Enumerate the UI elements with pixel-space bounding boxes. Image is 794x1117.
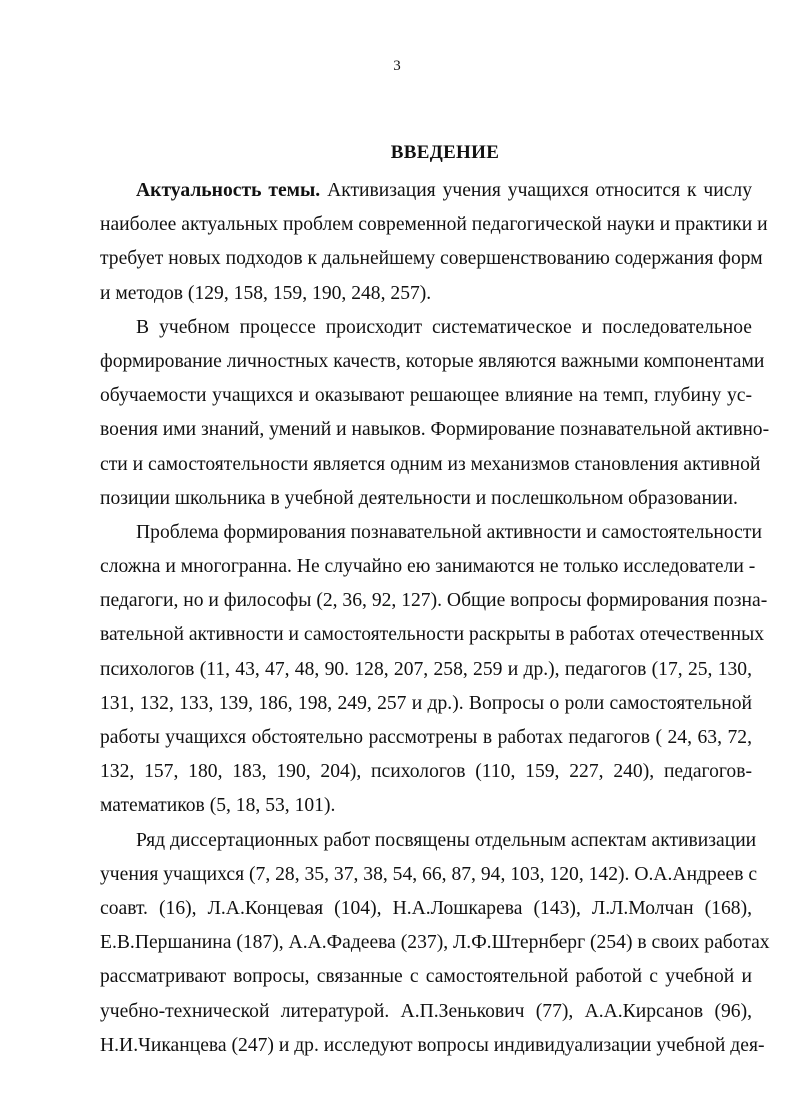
text-line: Н.И.Чиканцева (247) и др. исследуют вопросы индивидуализации учебной дея- <box>100 1034 765 1056</box>
section-heading: ВВЕДЕНИЕ <box>390 142 500 163</box>
text-line: сти и самостоятельности является одним из механизмов становления активной <box>100 453 761 475</box>
text-line: работы учащихся обстоятельно рассмотрены в работах педагогов ( 24, 63, 72, <box>100 727 752 748</box>
paragraph-dissertations <box>100 824 770 1063</box>
text-line: позиции школьника в учебной деятельности и послешкольном образовании. <box>100 487 738 509</box>
text-line: учения учащихся (7, 28, 35, 37, 38, 54, 66, 87, 94, 103, 120, 142). О.А.Андреев с <box>100 863 758 885</box>
lead-term: Актуальность темы. <box>136 180 321 201</box>
text-line: Проблема формирования познавательной активности и самостоятельности <box>136 521 762 543</box>
paragraph-relevance <box>100 174 768 311</box>
body-text <box>100 174 770 1063</box>
page-number: 3 <box>393 58 401 74</box>
text-line: В учебном процессе происходит систематическое и последовательное <box>136 316 752 338</box>
line-text: Активизация учения учащихся относится к числу <box>320 180 752 201</box>
text-line: вательной активности и самостоятельности раскрыты в работах отечественных <box>100 624 765 646</box>
text-line: требует новых подходов к дальнейшему совершенствованию содержания форм <box>100 248 763 270</box>
text-line: наиболее актуальных проблем современной педагогической науки и практики и <box>100 214 768 236</box>
text-line: сложна и многогранна. Не случайно ею занимаются не только исследователи - <box>100 556 756 578</box>
text-line: 132, 157, 180, 183, 190, 204), психологов (110, 159, 227, 240), педагогов- <box>100 761 752 783</box>
text-line <box>100 174 752 208</box>
text-line: рассматривают вопросы, связанные с самостоятельной работой с учебной и <box>100 966 752 988</box>
text-line: учебно-технической литературой. А.П.Зенькович (77), А.А.Кирсанов (96), <box>100 1000 752 1022</box>
paragraph-problem <box>100 516 768 824</box>
text-line: психологов (11, 43, 47, 48, 90. 128, 207, 258, 259 и др.), педагогов (17, 25, 130, <box>100 658 752 680</box>
text-line: 131, 132, 133, 139, 186, 198, 249, 257 и др.). Вопросы о роли самостоятельной <box>100 692 752 714</box>
text-line: педагоги, но и философы (2, 36, 92, 127). Общие вопросы формирования позна- <box>100 590 768 612</box>
text-line: соавт. (16), Л.А.Концевая (104), Н.А.Лошкарева (143), Л.Л.Молчан (168), <box>100 897 752 919</box>
text-line: обучаемости учащихся и оказывают решающее влияние на темп, глубину ус- <box>100 385 752 407</box>
paragraph-learning-process <box>100 311 770 516</box>
text-line: Е.В.Першанина (187), А.А.Фадеева (237), Л.Ф.Штернберг (254) в своих работах <box>100 932 770 954</box>
text-line: Ряд диссертационных работ посвящены отдельным аспектам активизации <box>136 829 757 851</box>
text-line: математиков (5, 18, 53, 101). <box>100 795 336 817</box>
text-line: формирование личностных качеств, которые являются важными компонентами <box>100 350 765 372</box>
text-line: и методов (129, 158, 159, 190, 248, 257). <box>100 282 432 304</box>
text-line: воения ими знаний, умений и навыков. Формирование познавательной активно- <box>100 419 770 441</box>
